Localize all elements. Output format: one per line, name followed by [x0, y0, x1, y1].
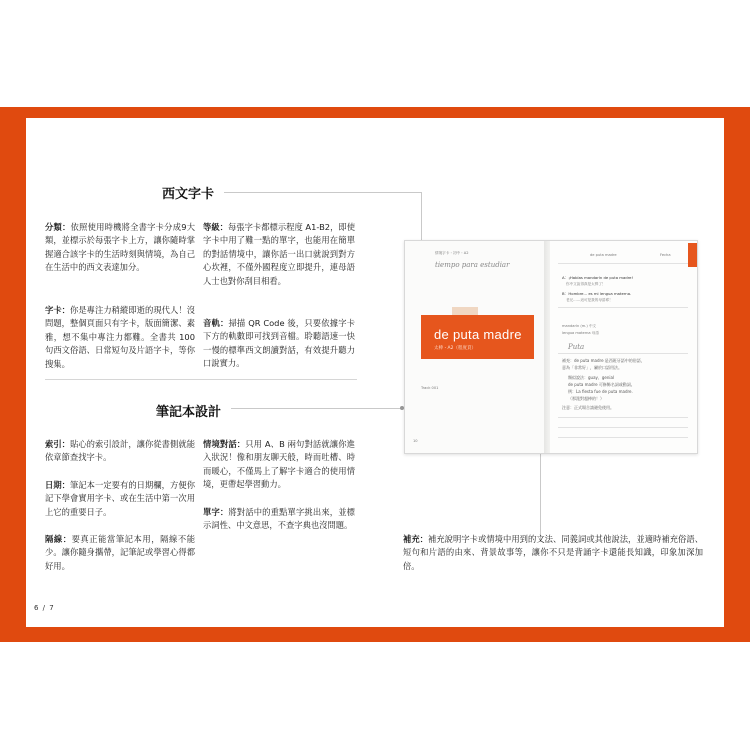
leader-line-flashcard: [224, 192, 421, 193]
book-right-header-phrase: de puta madre: [590, 253, 617, 257]
divider-flashcard: [45, 379, 357, 380]
note-line-4: de puta madre 可修飾名詞或動詞。: [568, 382, 635, 387]
book-right-page: [550, 241, 697, 453]
book-left-header: 情境字卡・初中・A2: [435, 251, 469, 255]
book-handwriting-2: Puta: [568, 343, 585, 351]
book-left-pagenum: 10: [413, 439, 418, 443]
note-line-7: 注意：正式場合請避免使用。: [562, 405, 614, 410]
section-title-flashcard: 西文字卡: [162, 187, 215, 202]
note-line-5: 例：La fiesta fue de puta madre.: [568, 389, 633, 394]
notebook-date-para: 日期：筆記本一定要有的日期欄，方便你記下學會實用字卡、或在生活中第一次用上它的重要日子。: [45, 480, 195, 517]
notebook-index-para: 索引：貼心的索引設計，讓你從書側就能依章節查找字卡。: [45, 439, 195, 463]
page-number: 6 / 7: [34, 604, 55, 612]
note-line-3: 類似說法：guay、genial: [568, 375, 615, 380]
notebook-supplement-para: 補充：補充說明字卡或情境中用到的文法、同義詞或其他說法，並適時補充俗語、短句和片語的由來、背景故事等，讓你不只是背誦字卡還能長知識，印象加深加倍。: [403, 534, 703, 571]
vocab-line-2: lengua materna 母語: [562, 331, 599, 335]
note-line-1: 補充：de puta madre 是西班牙語中的俗語，: [562, 358, 645, 363]
dialog-line-b: B：Hombre... es mi lengua materna.: [562, 291, 632, 296]
book-spread-image: [404, 240, 698, 454]
notebook-lines-para: 隔線：要真正能當筆記本用，隔線不能少。讓你隨身攜帶，記筆記或學習心得都好用。: [45, 534, 195, 571]
book-handwriting: tiempo para estudiar: [435, 261, 510, 269]
flashcard-col1-p2: 字卡：你是專注力稍縱即逝的現代人！沒問題，整個頁面只有字卡，版面簡潔、素雅，想不集中專注力都難。全書共 100 句西文俗語、日常短句及片語字卡，等你搜集。: [45, 305, 195, 369]
index-tab: [688, 243, 697, 267]
dialog-line-b-zh: 老兄……這可是我的母語耶！: [566, 298, 613, 302]
dialog-line-a-zh: 你中文說得真是太棒了！: [566, 282, 606, 286]
flashcard-col1-p1: 分類：依照使用時機將全書字卡分成9大類，並標示於每張字卡上方，讓你隨時掌握適合該字卡的生活時刻與情境，為自己在生活中的西文表達加分。: [45, 222, 195, 273]
notebook-dialog-para: 情境對話：只用 A、B 兩句對話就讓你進入狀況！像和朋友聊天般，時而吐槽、時而暖心，不僅馬上了解字卡適合的使用情境，更帶起學習動力。: [203, 439, 355, 490]
flashcard-image: [421, 315, 534, 359]
flashcard-subtitle: 太棒・A2（程度頁）: [434, 346, 476, 351]
book-rule-5: [558, 437, 688, 438]
book-header-rule: [558, 263, 688, 264]
section-title-notebook: 筆記本設計: [156, 405, 222, 420]
notebook-vocab-para: 單字：將對話中的重點單字挑出來，並標示詞性、中文意思，不查字典也沒問題。: [203, 507, 355, 531]
note-line-6: （那派對超棒的！）: [568, 396, 604, 401]
flashcard-col2-p2: 音軌：掃描 QR Code 後，只要依據字卡下方的軌數即可找到音檔。聆聽語速一快一慢的標準西文朗讀對話，有效提升聽力口說實力。: [203, 318, 355, 369]
book-left-page: [405, 241, 544, 453]
dialog-line-a: A：¡Hablas mandarín de puta madre!: [562, 275, 634, 280]
note-line-2: 意為「非常好」，屬於口語用法。: [562, 365, 622, 370]
book-rule-2: [558, 353, 688, 354]
book-right-header-date: Fecha: [660, 253, 671, 257]
book-rule-4: [558, 427, 688, 428]
vocab-line-1: mandarín (m.) 中文: [562, 324, 597, 328]
book-rule-3: [558, 417, 688, 418]
flashcard-phrase: de puta madre: [434, 327, 522, 342]
book-rule-1: [558, 307, 688, 308]
leader-line-notebook: [231, 408, 401, 409]
book-track-label: Track 001: [421, 386, 439, 390]
flashcard-col2-p1: 等級：每張字卡都標示程度 A1-B2，即使字卡中用了難一點的單字，也能用在簡單的對話情境中，讓你話一出口就說到對方心坎裡，不僅外國程度立即提升，連母語人士也對你刮目相看。: [203, 222, 355, 286]
